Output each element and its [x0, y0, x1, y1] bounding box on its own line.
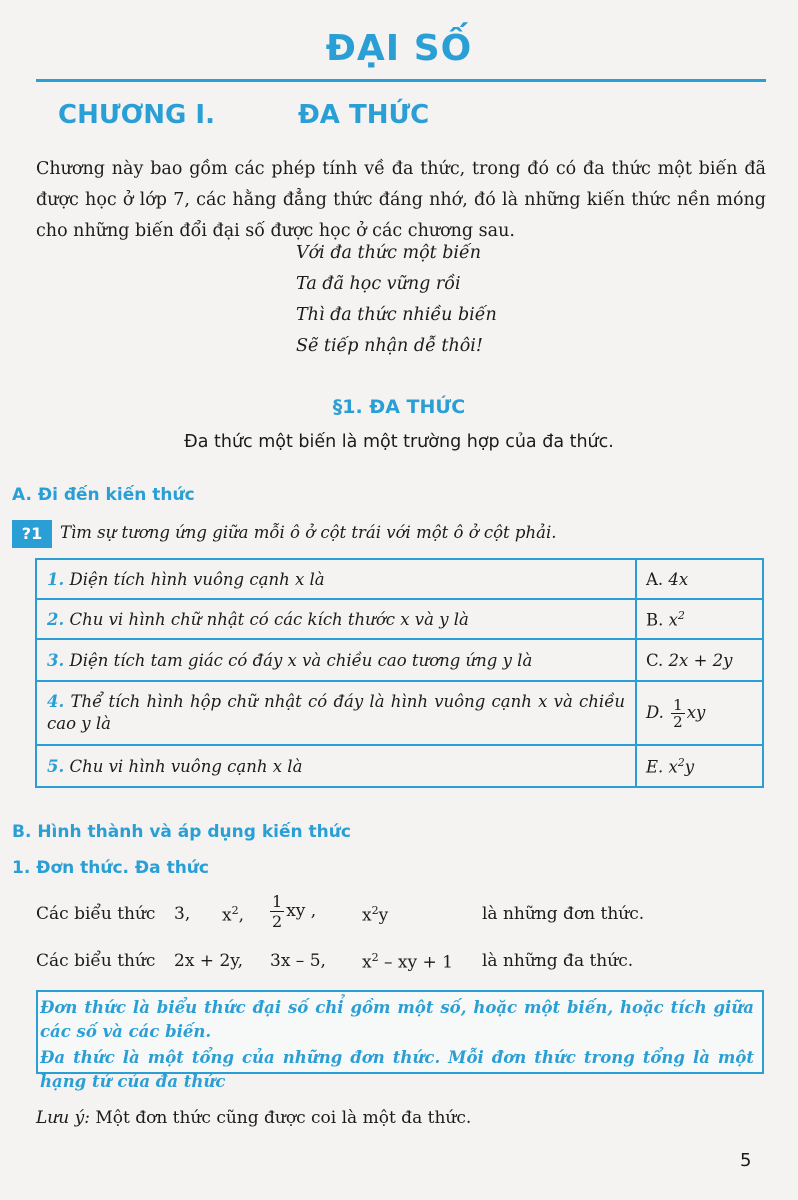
right-base: x [668, 757, 678, 777]
question-text: Tìm sự tương ứng giữa mỗi ô ở cột trái với một ô ở cột phải. [60, 523, 557, 542]
poem-line: Với đa thức một biến [296, 243, 482, 263]
left-text: Diện tích tam giác có đáy x và chiều cao tương ứng y là [69, 650, 533, 670]
left-cell [36, 639, 636, 681]
right-cell [636, 559, 763, 599]
right-expression: y [684, 757, 695, 777]
part-a-heading: A. Đi đến kiến thức [12, 485, 195, 505]
note-text: Một đơn thức cũng được coi là một đa thức. [89, 1108, 472, 1128]
fraction [671, 697, 685, 730]
expression-exponent: 2 [371, 904, 379, 917]
left-text: Thể tích hình hộp chữ nhật có đáy là hình vuông cạnh x và chiều cao y là [47, 692, 625, 733]
right-base: x [668, 610, 678, 630]
left-text: Chu vi hình chữ nhật có các kích thước x và y là [69, 609, 469, 629]
right-exponent: 2 [677, 755, 685, 769]
expression: 3x – 5, [270, 951, 326, 971]
lead-text: Các biểu thức [36, 904, 156, 924]
poem [296, 238, 497, 362]
right-cell [636, 745, 763, 787]
expression-tail: – xy + 1 [378, 952, 453, 973]
section-subtitle: Đa thức một biến là một trường hợp của đa thức. [184, 432, 614, 452]
right-label: C. [646, 650, 664, 670]
table-row [36, 745, 763, 787]
right-label: E. [646, 757, 664, 777]
fraction-numerator: 1 [673, 695, 683, 714]
right-label: B. [646, 610, 664, 630]
expression [362, 951, 453, 973]
fraction-numerator: 1 [272, 892, 283, 911]
expression [362, 904, 388, 926]
right-cell [636, 599, 763, 639]
page-number: 5 [740, 1150, 752, 1171]
chapter-number: CHƯƠNG I. [58, 100, 215, 130]
note-label: Lưu ý: [36, 1108, 90, 1128]
row-number: 5. [47, 756, 65, 776]
expression-base: x [222, 905, 232, 926]
right-expression: 2x + 2y [668, 650, 733, 670]
poem-line: Sẽ tiếp nhận dễ thôi! [296, 336, 483, 356]
table-row [36, 639, 763, 681]
chapter-name: ĐA THỨC [298, 100, 430, 130]
row-number: 2. [47, 609, 65, 629]
section-title: §1. ĐA THỨC [332, 396, 466, 418]
left-cell [36, 745, 636, 787]
expression-exponent: 2 [371, 951, 379, 964]
expression-tail: xy , [286, 901, 317, 921]
right-label: A. [646, 569, 664, 589]
fraction-denominator: 2 [673, 712, 683, 731]
expression-tail: y [378, 905, 389, 926]
poem-line: Ta đã học vững rồi [296, 274, 461, 294]
right-expression: 4x [668, 569, 689, 589]
right-exponent: 2 [677, 608, 685, 622]
expression-base: x [362, 952, 372, 973]
left-text: Chu vi hình vuông cạnh x là [69, 756, 303, 776]
part-title: ĐẠI SỐ [325, 28, 473, 69]
matching-table [35, 558, 764, 788]
definition-monomial: Đơn thức là biểu thức đại số chỉ gồm một số, hoặc một biến, hoặc tích giữa các số và các biến. [40, 998, 754, 1041]
left-cell [36, 559, 636, 599]
chapter-intro: Chương này bao gồm các phép tính về đa thức, trong đó có đa thức một biến đã được học ở lớp 7, các hằng đẳng thức đáng nhớ, đó là những kiến thức nền móng cho những biến đổi đại số được học ở các chương sau. [36, 159, 766, 241]
expression: 2x + 2y, [174, 951, 244, 971]
left-text: Diện tích hình vuông cạnh x là [69, 569, 325, 589]
expression: 3, [174, 904, 191, 924]
left-cell [36, 681, 636, 745]
right-expression: xy [686, 702, 706, 722]
right-cell [636, 639, 763, 681]
polynomial-examples [36, 951, 766, 977]
table-row [36, 599, 763, 639]
lead-text: Các biểu thức [36, 951, 156, 971]
poem-line: Thì đa thức nhiều biến [296, 305, 497, 325]
part-b-heading: B. Hình thành và áp dụng kiến thức [12, 822, 351, 842]
left-cell [36, 599, 636, 639]
expression-exponent: 2 [231, 904, 239, 917]
expression [222, 904, 244, 926]
expression-base: x [362, 905, 372, 926]
right-label: D. [646, 702, 664, 722]
row-number: 4. [47, 692, 65, 711]
expression-tail: , [238, 905, 245, 926]
fraction [270, 892, 284, 931]
table-row [36, 559, 763, 599]
question-badge: ?1 [12, 520, 52, 548]
definition-box [36, 990, 764, 1091]
expression [268, 892, 316, 931]
subsection-heading: 1. Đơn thức. Đa thức [12, 858, 209, 878]
title-divider [36, 79, 766, 82]
note [36, 1108, 471, 1128]
monomial-examples [36, 892, 766, 944]
table-row [36, 681, 763, 745]
conclusion-text: là những đa thức. [482, 951, 634, 971]
fraction-denominator: 2 [272, 912, 283, 931]
row-number: 1. [47, 569, 65, 589]
right-cell [636, 681, 763, 745]
definition-polynomial: Đa thức là một tổng của những đơn thức. Mỗi đơn thức trong tổng là một hạng tử của đa thức [40, 1048, 754, 1091]
row-number: 3. [47, 650, 65, 670]
conclusion-text: là những đơn thức. [482, 904, 645, 924]
